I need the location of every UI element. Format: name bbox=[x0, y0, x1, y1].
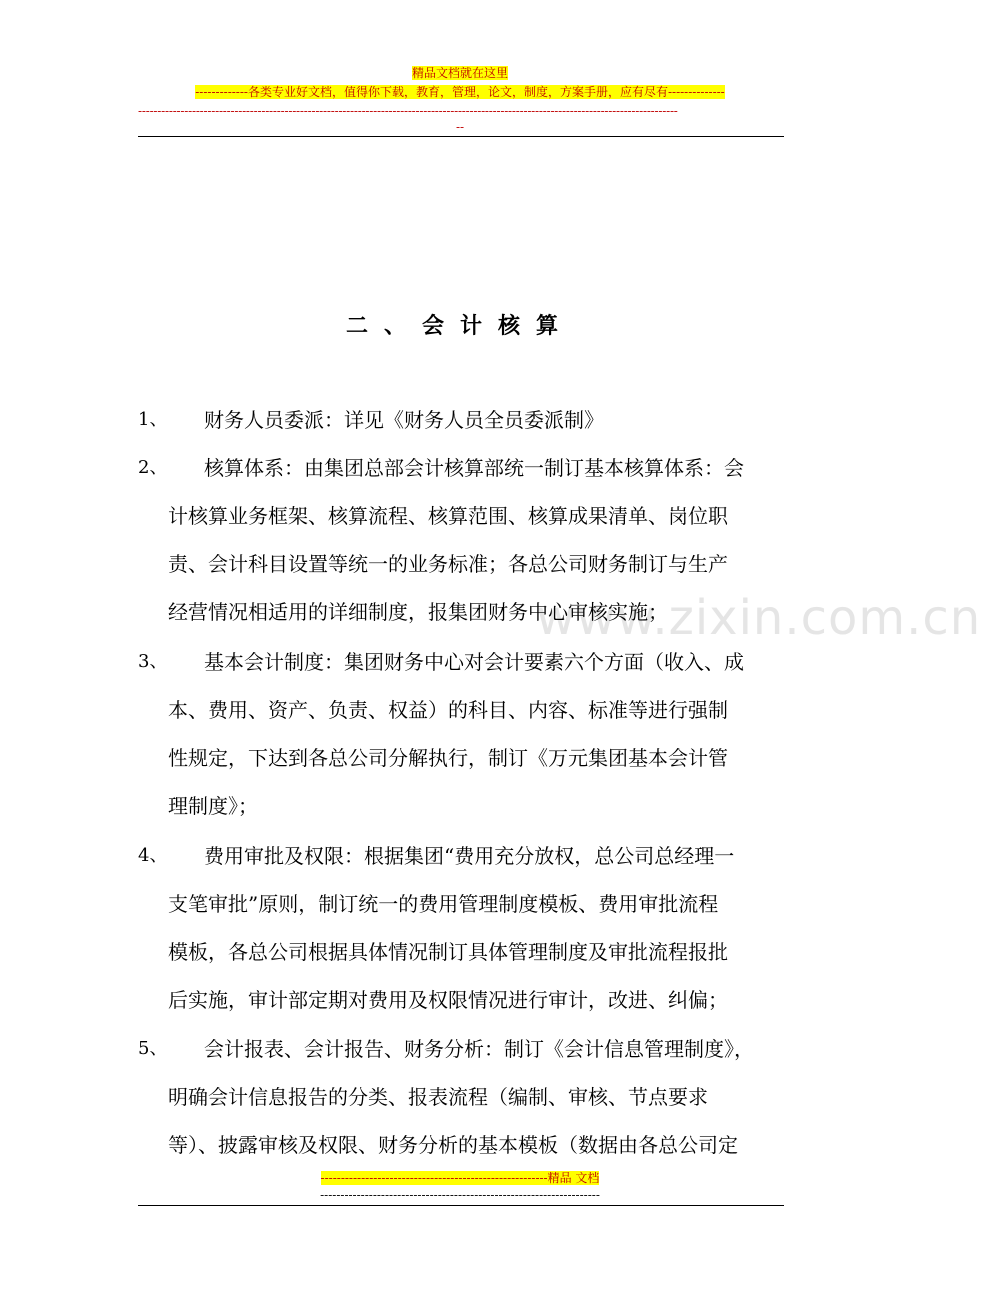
item-line: 费用审批及权限：根据集团“费用充分放权，总公司总经理一 bbox=[204, 844, 735, 868]
item-line: 计核算业务框架、核算流程、核算范围、核算成果清单、岗位职 bbox=[168, 504, 728, 528]
item-line: 经营情况相适用的详细制度，报集团财务中心审核实施； bbox=[168, 600, 668, 624]
item-line: 明确会计信息报告的分类、报表流程（编制、审核、节点要求 bbox=[168, 1085, 708, 1109]
item-number: 4、 bbox=[138, 845, 168, 866]
item-line: 支笔审批”原则，制订统一的费用管理制度模板、费用审批流程 bbox=[168, 892, 719, 916]
footer-dash bbox=[0, 1188, 920, 1202]
item-line: 财务人员委派：详见《财务人员全员委派制》 bbox=[204, 408, 604, 432]
section-heading: 二、会计核算 bbox=[345, 314, 574, 339]
item-text bbox=[168, 444, 788, 636]
item-line: 模板，各总公司根据具体情况制订具体管理制度及审批流程报批 bbox=[168, 940, 728, 964]
item-line: 后实施，审计部定期对费用及权限情况进行审计，改进、纠偏； bbox=[168, 988, 728, 1012]
item-line: 等）、披露审核及权限、财务分析的基本模板（数据由各总公司定 bbox=[168, 1133, 738, 1157]
watermark: www.zixin.com.cn bbox=[536, 590, 981, 646]
header-rule bbox=[138, 136, 784, 137]
item-number: 1、 bbox=[138, 409, 168, 430]
item-line: 理制度》； bbox=[168, 794, 258, 818]
item-line: 核算体系：由集团总部会计核算部统一制订基本核算体系：会 bbox=[204, 456, 744, 480]
item-text bbox=[168, 1025, 788, 1169]
item-number: 5、 bbox=[138, 1038, 168, 1059]
header-title bbox=[0, 66, 920, 81]
header-dash-tail: -- bbox=[455, 120, 465, 134]
footer-banner-text: --------------------------------------------------------精品 文档 bbox=[320, 1171, 600, 1185]
item-line: 性规定，下达到各总公司分解执行，制订《万元集团基本会计管 bbox=[168, 746, 728, 770]
footer-banner bbox=[0, 1170, 920, 1186]
item-text bbox=[168, 638, 788, 830]
item-number: 2、 bbox=[138, 457, 168, 478]
header-banner bbox=[0, 84, 920, 100]
item-line: 本、费用、资产、负责、权益）的科目、内容、标准等进行强制 bbox=[168, 698, 728, 722]
footer-dash-text: --------------------------------------------------------------------- bbox=[320, 1188, 600, 1202]
item-text bbox=[168, 396, 788, 444]
header-dash-line: -------------------------------------------------------------------------------------------------------------------------------------------- bbox=[138, 104, 678, 118]
item-text bbox=[168, 832, 788, 1024]
footer-rule bbox=[138, 1205, 784, 1206]
item-line: 基本会计制度：集团财务中心对会计要素六个方面（收入、成 bbox=[204, 650, 744, 674]
item-line: 责、会计科目设置等统一的业务标准；各总公司财务制订与生产 bbox=[168, 552, 728, 576]
item-number: 3、 bbox=[138, 651, 168, 672]
header-banner-text: -------------各类专业好文档，值得你下载，教育，管理，论文，制度，方案手册，应有尽有-------------- bbox=[195, 85, 725, 99]
header-title-text: 精品文档就在这里 bbox=[411, 66, 508, 80]
item-line: 会计报表、会计报告、财务分析：制订《会计信息管理制度》， bbox=[204, 1037, 754, 1061]
